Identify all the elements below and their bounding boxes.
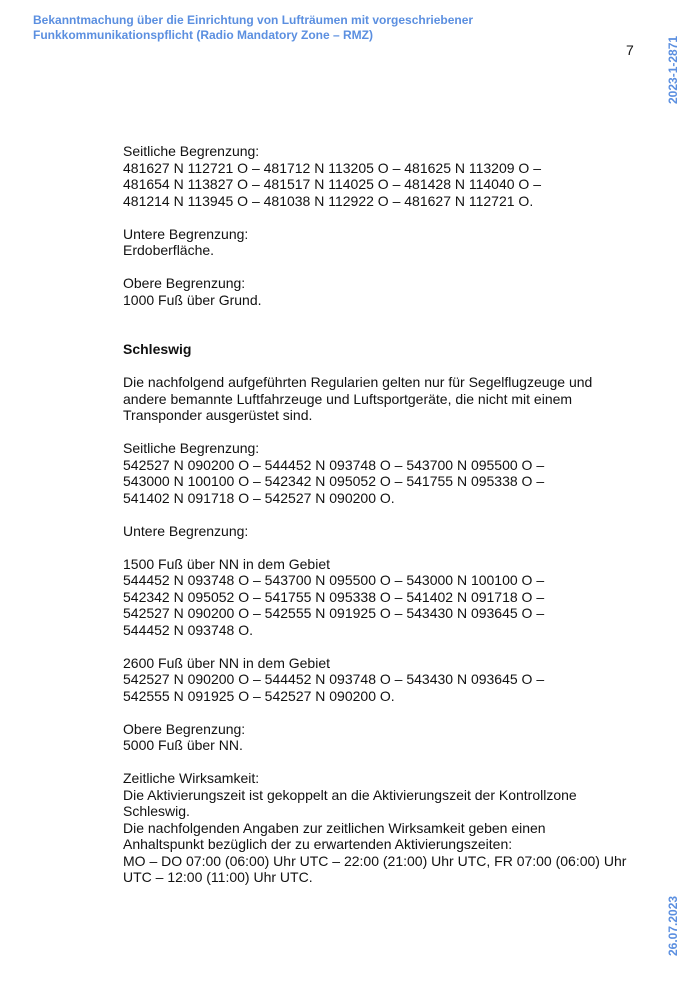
prev-lateral-label: Seitliche Begrenzung: [123,143,260,159]
schleswig-area2-label: 2600 Fuß über NN in dem Gebiet [123,654,330,671]
schleswig-lateral-block [123,440,653,506]
schleswig-lateral-coords: 542527 N 090200 O – 544452 N 093748 O – 543700 N 095500 O – 543000 N 100100 O – 542342 N 095052 O – 541755 N 095338 O – 541402 N 091718 O – 542527 N 090200 O. [123,456,545,506]
section-heading-schleswig: Schleswig [123,341,192,357]
document-header-title: Bekanntmachung über die Einrichtung von Lufträumen mit vorgeschriebener Funkkommunikationspflicht (Radio Mandatory Zone – RMZ) [33,13,474,42]
schleswig-upper-block [123,721,653,754]
document-id: 2023-1-2871 [666,35,680,104]
prev-upper-value: 1000 Fuß über Grund. [123,291,262,308]
schleswig-area1-label: 1500 Fuß über NN in dem Gebiet [123,555,330,572]
prev-lateral-coords: 481627 N 112721 O – 481712 N 113205 O – 481625 N 113209 O – 481654 N 113827 O – 481517 N 114025 O – 481428 N 114040 O – 481214 N 113945 O – 481038 N 112922 O – 481627 N 112721 O. [123,159,541,209]
schleswig-area1-block [123,556,653,639]
prev-lateral-block [123,143,653,209]
document-date: 26.07.2023 [666,895,680,956]
schleswig-area2-block [123,655,653,705]
prev-upper-label: Obere Begrenzung: [123,275,246,291]
schleswig-time-block [123,770,653,886]
prev-upper-block [123,275,653,308]
schleswig-area2-coords: 542527 N 090200 O – 544452 N 093748 O – 543430 N 093645 O – 542555 N 091925 O – 542527 N 090200 O. [123,671,545,704]
prev-lower-label: Untere Begrenzung: [123,225,249,242]
schleswig-lateral-label: Seitliche Begrenzung: [123,440,260,456]
document-body [123,143,653,902]
schleswig-time-label: Zeitliche Wirksamkeit: [123,770,260,786]
schleswig-upper-value: 5000 Fuß über NN. [123,737,243,753]
page-number: 7 [626,42,634,58]
prev-lower-block [123,226,653,259]
schleswig-upper-label: Obere Begrenzung: [123,720,246,737]
schleswig-area1-coords: 544452 N 093748 O – 543700 N 095500 O – 543000 N 100100 O – 542342 N 095052 O – 541755 N 095338 O – 541402 N 091718 O – 542527 N 090200 O – 542555 N 091925 O – 543430 N 093645 O – 544452 N 093748 O. [123,572,545,638]
schleswig-intro: Die nachfolgend aufgeführten Regularien gelten nur für Segelflugzeuge und andere bemannte Luftfahrzeuge und Luftsportgeräte, die nicht mit einem Transponder ausgerüstet sind. [123,374,593,423]
schleswig-time-text: Die Aktivierungszeit ist gekoppelt an die Aktivierungszeit der Kontrollzone Schleswig. Die nachfolgenden Angaben zur zeitlichen Wirksamkeit geben einen Anhaltspunkt bezüglich der zu erwartenden Aktivierungszeiten: MO – DO 07:00 (06:00) Uhr UTC – 22:00 (21:00) Uhr UTC, FR 07:00 (06:00) Uhr UTC – 12:00 (11:00) Uhr UTC. [123,786,627,885]
prev-lower-value: Erdoberfläche. [123,242,215,258]
schleswig-lower-label: Untere Begrenzung: [123,522,249,539]
